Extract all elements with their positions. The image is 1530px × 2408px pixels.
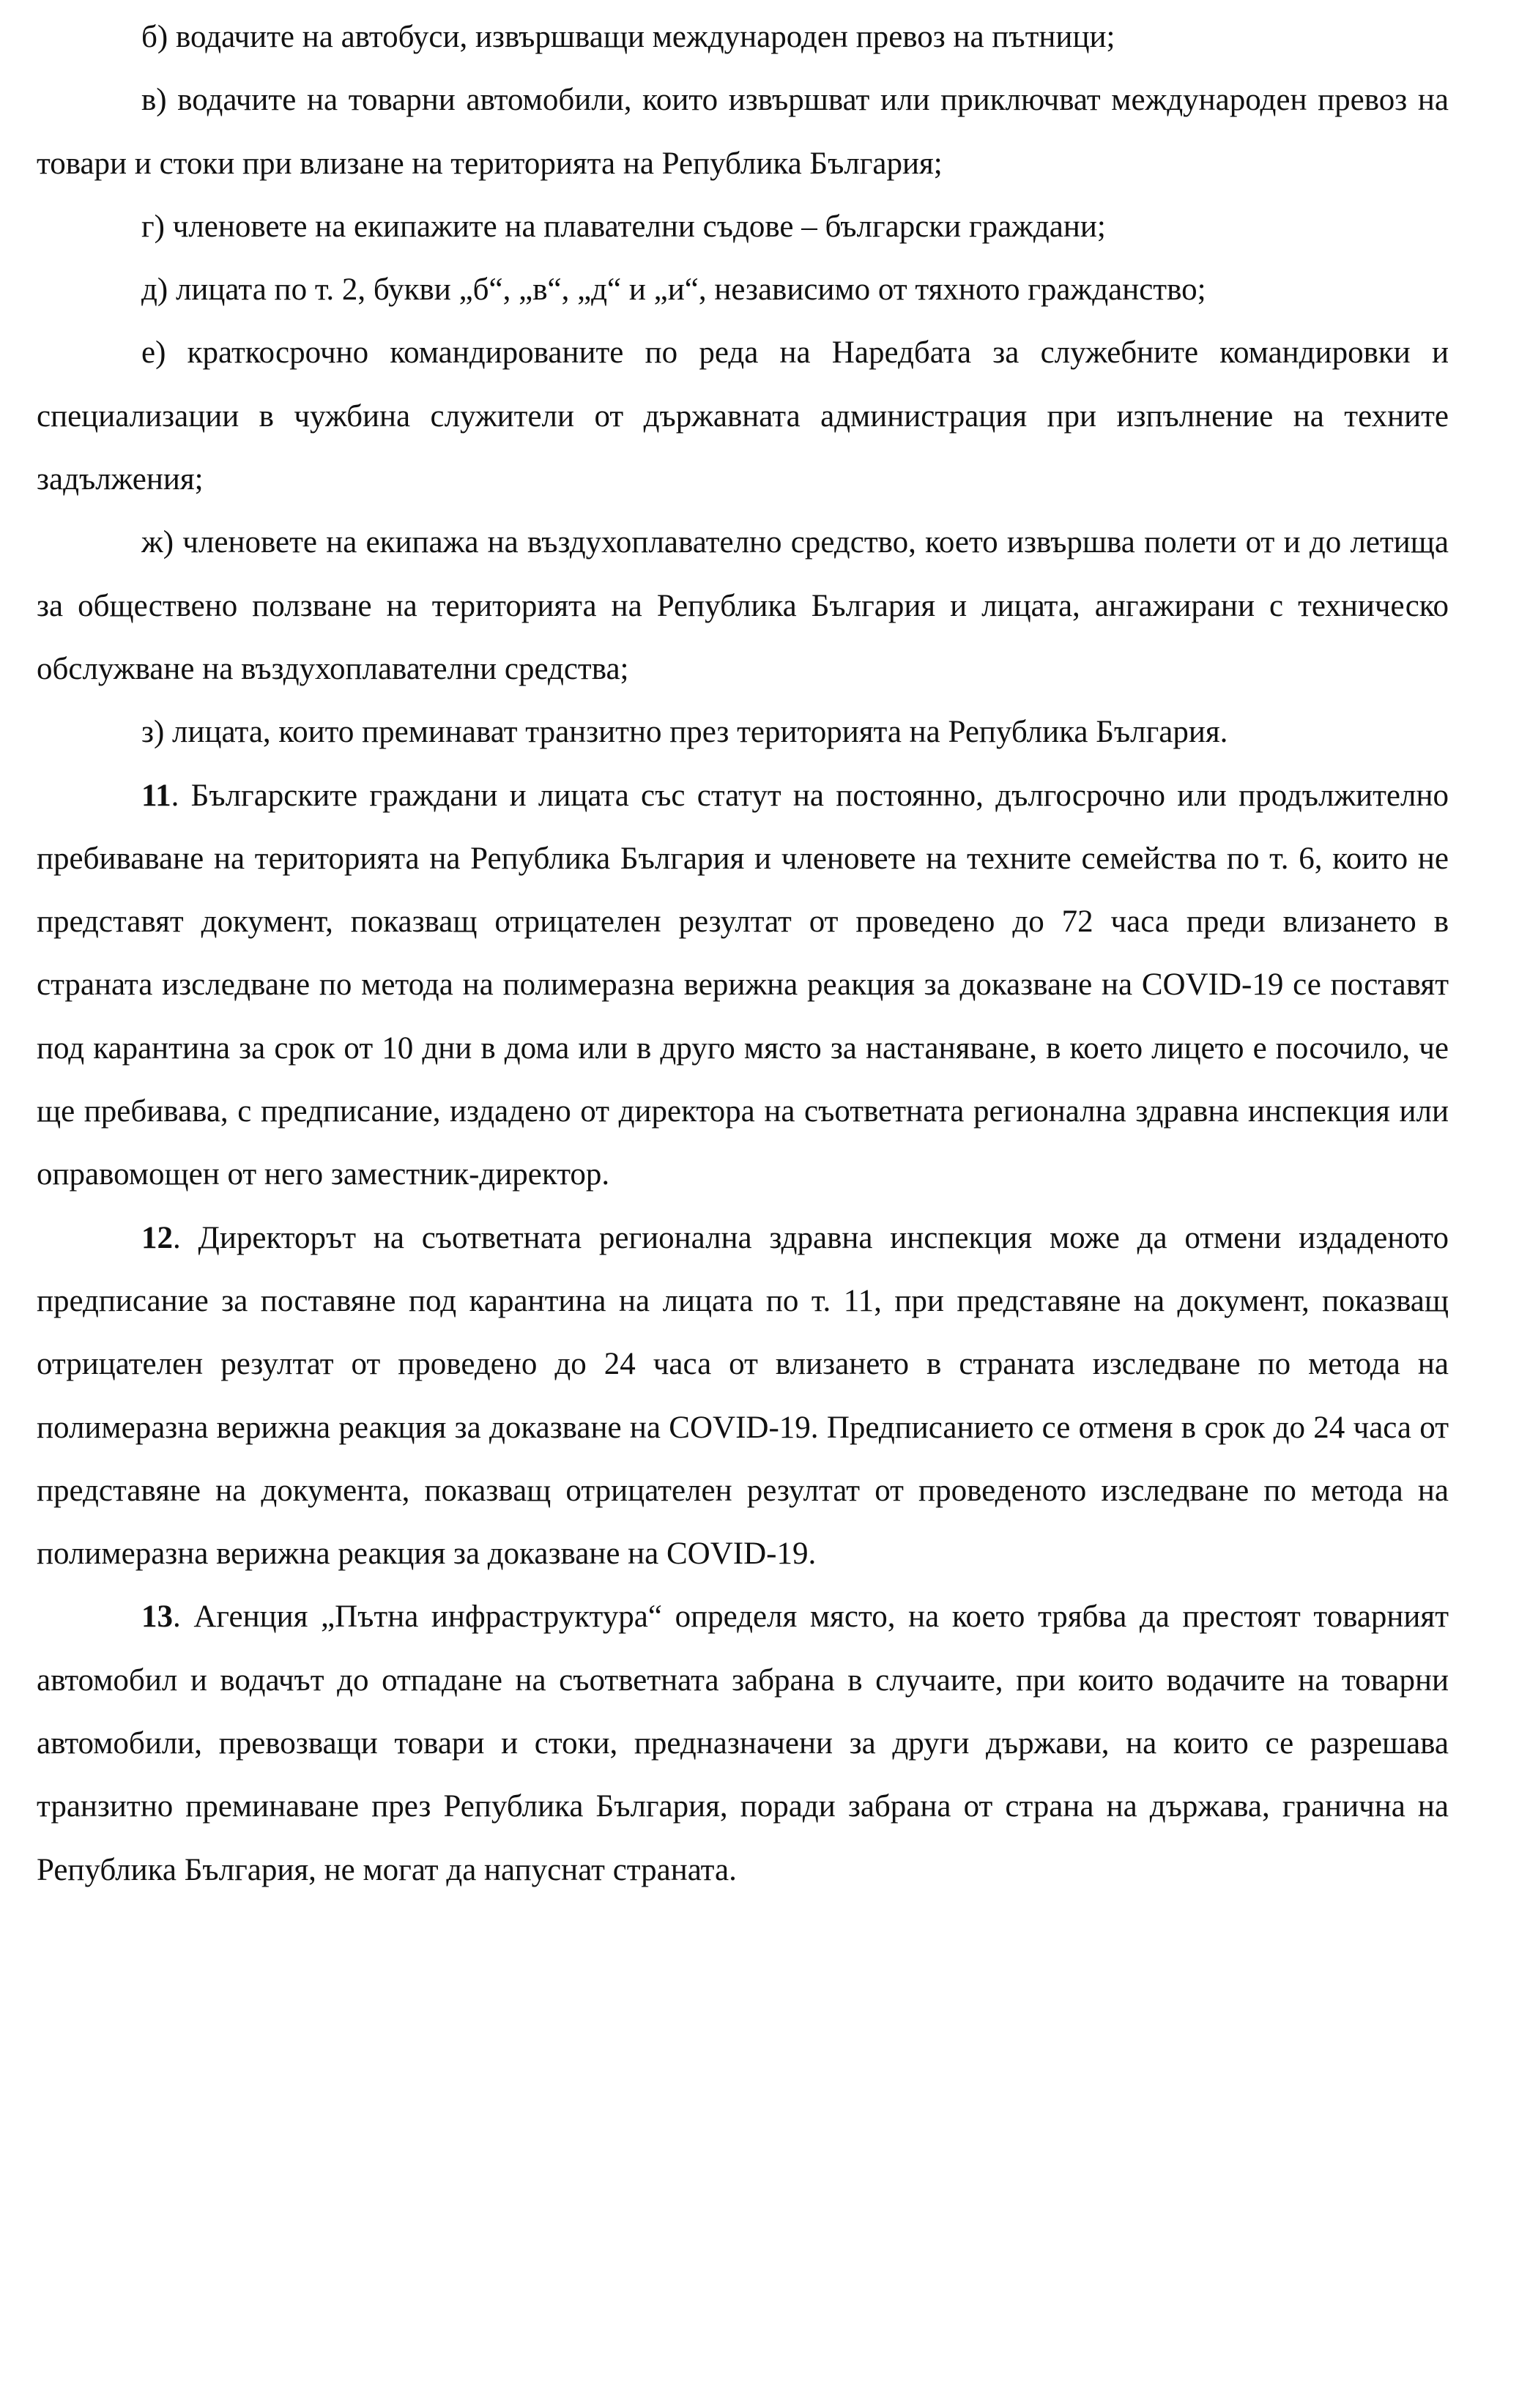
point-text: . Българските граждани и лицата със статут на постоянно, дългосрочно или продължително пребиваване на територията на Република България и членовете на техните семейства по т. 6, които не представят документ, показващ отрицателен резултат от проведено до 72 часа преди влизането в страната изследване по метода на полимеразна верижна реакция за доказване на COVID-19 се поставят под карантина за срок от 10 дни в дома или в друго място за настаняване, в което лицето е посочило, че ще пребивава, с предписание, издадено от директора на съответната регионална здравна инспекция или оправомощен от него заместник-директор. <box>37 778 1449 1192</box>
point-number: 13 <box>141 1599 173 1635</box>
item-z: з) лицата, които преминават транзитно през територията на Република България. <box>141 715 1228 750</box>
point-12 <box>37 1207 1449 1586</box>
document-page <box>37 6 1449 1902</box>
point-13 <box>37 1586 1449 1901</box>
item-b: б) водачите на автобуси, извършващи международен превоз на пътници; <box>141 20 1115 54</box>
item-d: д) лицата по т. 2, букви „б“, „в“, „д“ и „и“, независимо от тяхното гражданство; <box>141 272 1206 308</box>
item-zh: ж) членовете на екипажа на въздухоплавателно средство, което извършва полети от и до летища за обществено ползване на територията на Република България и лицата, ангажирани с техническо обслужване на въздухоплавателни средства; <box>37 525 1449 686</box>
point-text: . Директорът на съответната регионална здравна инспекция може да отмени издаденото предписание за поставяне под карантина на лицата по т. 11, при представяне на документ, показващ отрицателен резултат от проведено до 24 часа от влизането в страната изследване по метода на полимеразна верижна реакция за доказване на COVID-19. Предписанието се отменя в срок до 24 часа от представяне на документа, показващ отрицателен резултат от проведеното изследване по метода на полимеразна верижна реакция за доказване на COVID-19. <box>37 1220 1449 1572</box>
point-11 <box>37 765 1449 1207</box>
point-text: . Агенция „Пътна инфраструктура“ определя място, на което трябва да престоят товарният автомобил и водачът до отпадане на съответната забрана в случаите, при които водачите на товарни автомобили, превозващи товари и стоки, предназначени за други държави, на които се разрешава транзитно преминаване през Република България, поради забрана от страна на държава, гранична на Република България, не могат да напуснат страната. <box>37 1599 1449 1887</box>
item-e: е) краткосрочно командированите по реда на Наредбата за служебните командировки и специализации в чужбина служители от държавната администрация при изпълнение на техните задължения; <box>37 335 1449 497</box>
point-number: 11 <box>141 778 171 813</box>
item-v: в) водачите на товарни автомобили, които извършват или приключват международен превоз на товари и стоки при влизане на територията на Република България; <box>37 83 1449 181</box>
item-g: г) членовете на екипажите на плавателни съдове – български граждани; <box>141 209 1106 244</box>
point-number: 12 <box>141 1220 173 1255</box>
